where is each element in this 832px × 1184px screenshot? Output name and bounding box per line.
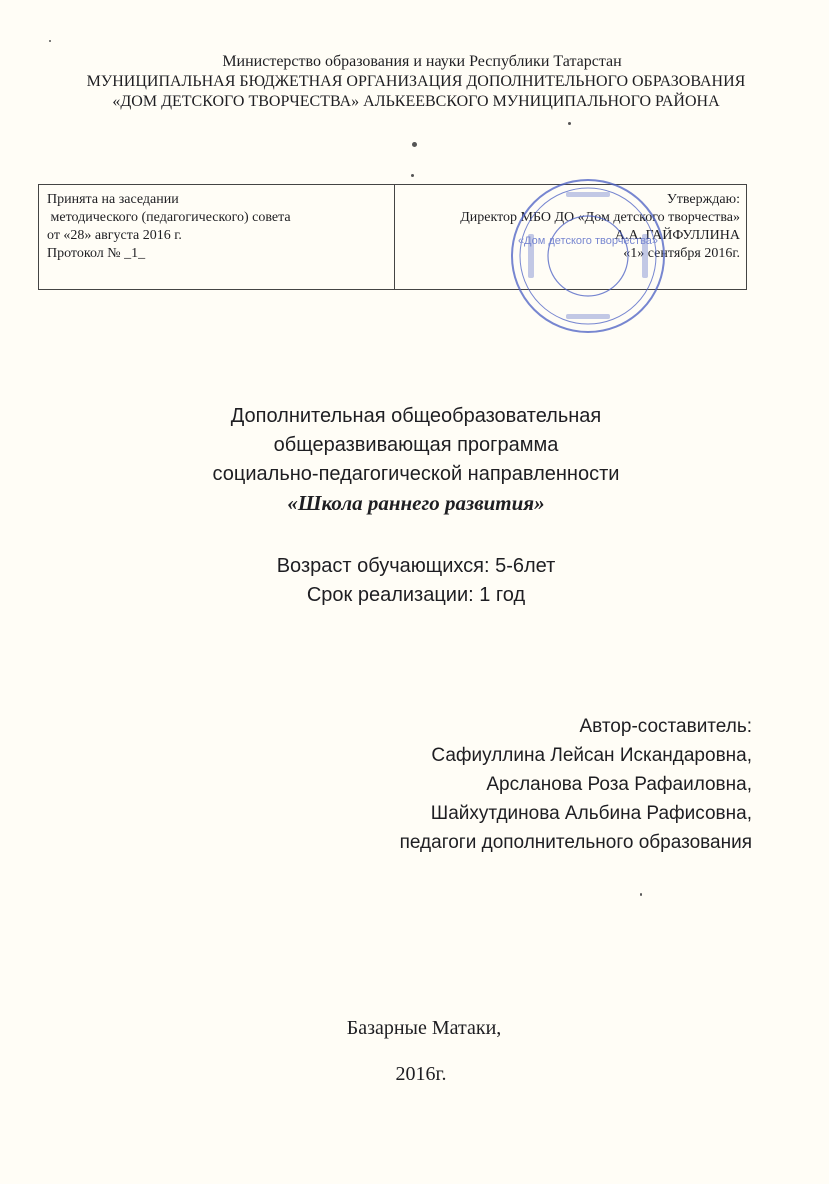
scan-speck	[640, 893, 642, 896]
year: 2016г.	[395, 1063, 447, 1085]
scan-speck	[411, 174, 414, 177]
author-name: Шайхутдинова Альбина Рафисовна,	[430, 803, 752, 824]
document-header	[0, 52, 832, 112]
place: Базарные Матаки,	[346, 1017, 502, 1039]
program-title-line-3: социально-педагогической направленности	[212, 463, 620, 485]
authors-role: педагоги дополнительного образования	[399, 832, 752, 853]
adopted-line-1: Принята на заседании	[47, 192, 179, 207]
scan-speck	[49, 40, 51, 42]
organization-line-1: МУНИЦИПАЛЬНАЯ БЮДЖЕТНАЯ ОРГАНИЗАЦИЯ ДОПОЛНИТЕЛЬНОГО ОБРАЗОВАНИЯ	[86, 73, 746, 90]
implementation-term: Срок реализации: 1 год	[306, 584, 526, 606]
authors-label: Автор-составитель:	[579, 716, 752, 737]
program-meta	[0, 552, 832, 610]
program-title	[0, 402, 832, 518]
program-title-line-1: Дополнительная общеобразовательная	[230, 405, 602, 427]
scan-speck	[412, 142, 417, 147]
scan-speck	[568, 122, 571, 125]
program-name: «Школа раннего развития»	[287, 491, 545, 515]
ministry-line: Министерство образования и науки Республики Татарстан	[222, 53, 622, 70]
approved-line-4: «1» сентября 2016г.	[623, 246, 740, 261]
adopted-line-2: методического (педагогического) совета	[47, 210, 291, 225]
official-stamp	[508, 176, 668, 336]
authors-block	[400, 712, 752, 857]
approved-line-2: Директор МБО ДО «Дом детского творчества»	[460, 210, 740, 225]
student-age: Возраст обучающихся: 5-6лет	[276, 555, 556, 577]
adopted-cell	[39, 185, 395, 289]
adopted-line-3: от «28» августа 2016 г.	[47, 228, 182, 243]
organization-line-2: «ДОМ ДЕТСКОГО ТВОРЧЕСТВА» АЛЬКЕЕВСКОГО МУНИЦИПАЛЬНОГО РАЙОНА	[112, 93, 720, 110]
author-name: Сафиуллина Лейсан Искандаровна,	[431, 745, 752, 766]
stamp-text: «Дом детского творчества»	[517, 235, 659, 247]
approved-line-3: А.А. ГАЙФУЛЛИНА	[614, 228, 740, 243]
author-name: Арсланова Роза Рафаиловна,	[486, 774, 752, 795]
approved-line-1: Утверждаю:	[666, 192, 740, 207]
adopted-line-4: Протокол № _1_	[47, 246, 146, 261]
program-title-line-2: общеразвивающая программа	[273, 434, 559, 456]
